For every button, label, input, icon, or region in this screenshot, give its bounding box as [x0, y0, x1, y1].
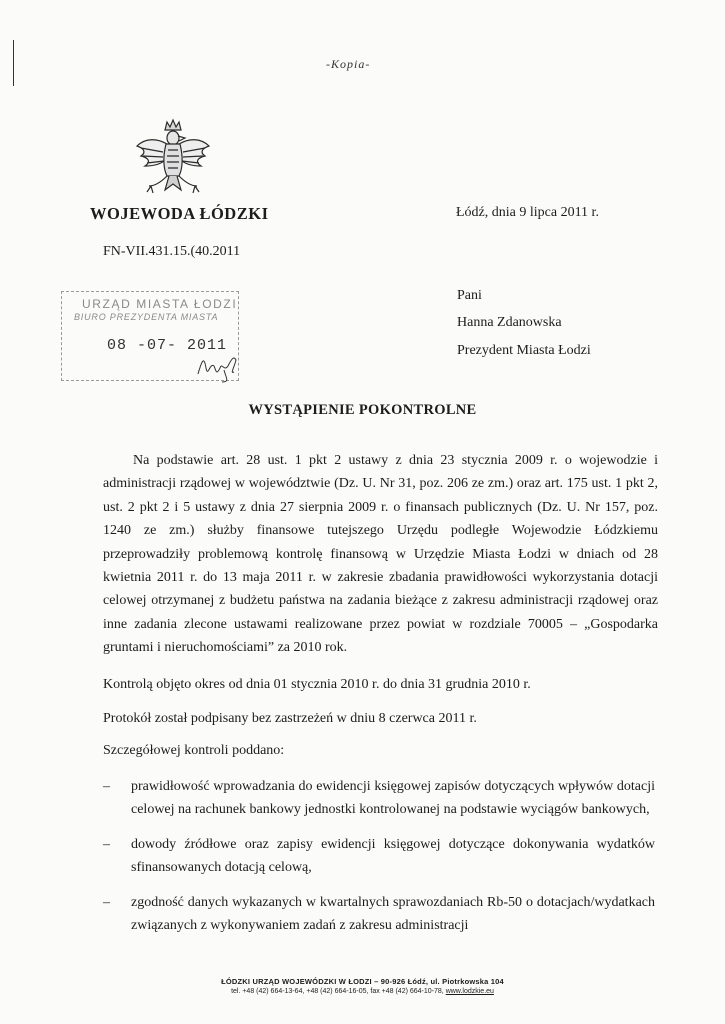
- stamp-line-office: URZĄD MIASTA ŁODZI: [82, 297, 238, 311]
- list-bullet: –: [103, 836, 110, 852]
- list-item: [103, 775, 655, 822]
- footer-address: ŁÓDZKI URZĄD WOJEWÓDZKI W ŁODZI – 90-926 Łódź, ul. Piotrkowska 104: [221, 977, 504, 986]
- list-item: [103, 833, 655, 880]
- document-title: WYSTĄPIENIE POKONTROLNE: [248, 402, 477, 418]
- reference-number: FN-VII.431.15.(40.2011: [103, 244, 241, 259]
- issuing-authority-name: WOJEWODA ŁÓDZKI: [90, 204, 269, 223]
- details-intro-line: Szczegółowej kontroli poddano:: [103, 743, 285, 758]
- footer-contact: [0, 988, 725, 995]
- document-date: Łódź, dnia 9 lipca 2011 r.: [456, 205, 599, 220]
- footer-website-link[interactable]: www.lodzkie.eu: [445, 988, 494, 995]
- copy-mark: -Kopia-: [326, 57, 371, 71]
- recipient-name: Hanna Zdanowska: [457, 315, 562, 330]
- controlled-items-list: [103, 775, 655, 948]
- recipient-salutation: Pani: [457, 288, 482, 303]
- list-bullet: –: [103, 894, 110, 910]
- stamp-line-department: BIURO PREZYDENTA MIASTA: [74, 312, 219, 322]
- handwritten-signature: [194, 348, 244, 384]
- page-footer: [0, 977, 725, 995]
- list-item-text: prawidłowość wprowadzania do ewidencji księgowej zapisów dotyczących wpływów dotacji celowej na rachunek bankowy jednostki kontrolowanej na podstawie wyciągów bankowych,: [131, 779, 655, 818]
- list-item: [103, 891, 655, 938]
- list-item-text: dowody źródłowe oraz zapisy ewidencji księgowej dotyczące dokonywania wydatków sfinansowanych dotacją celową,: [131, 836, 655, 876]
- stamp-date: 08 -07- 2011: [107, 337, 228, 354]
- coat-of-arms-eagle-icon: [133, 116, 213, 204]
- list-bullet: –: [103, 779, 110, 794]
- intro-paragraph: Na podstawie art. 28 ust. 1 pkt 2 ustawy z dnia 23 stycznia 2009 r. o wojewodzie i administracji rządowej w województwie (Dz. U. Nr 31, poz. 206 ze zm.) oraz art. 175 ust. 1 pkt 2, ust. 2 pkt 2 i 5 ustawy z dnia 27 sierpnia 2009 r. o finansach publicznych (Dz. U. Nr 157, poz. 1240 ze zm.) służby finansowe tutejszego Urzędu podległe Wojewodzie Łódzkiemu przeprowadziły problemową kontrolę finansową w Urzędzie Miasta Łodzi w dniach od 28 kwietnia 2011 r. do 13 maja 2011 r. w zakresie zbadania prawidłowości wykorzystania dotacji celowej otrzymanej z budżetu państwa na zadania bieżące z zakresu administracji rządowej oraz inne zadania zlecone ustawami realizowane przez powiat w rozdziale 70005 – „Gospodarka gruntami i nieruchomościami” za 2010 rok.: [103, 453, 658, 656]
- footer-phones: tel. +48 (42) 664-13-64, +48 (42) 664-16-05, fax +48 (42) 664-10-78,: [231, 988, 444, 995]
- control-period-line: Kontrolą objęto okres od dnia 01 stycznia 2010 r. do dnia 31 grudnia 2010 r.: [103, 677, 531, 692]
- list-item-text: zgodność danych wykazanych w kwartalnych sprawozdaniach Rb-50 o dotacjach/wydatkach związanych z wykonywaniem zadań z zakresu administracji: [131, 894, 655, 934]
- protocol-signed-line: Protokół został podpisany bez zastrzeżeń w dniu 8 czerwca 2011 r.: [103, 711, 477, 726]
- receipt-stamp: [61, 291, 239, 381]
- recipient-position: Prezydent Miasta Łodzi: [457, 343, 591, 358]
- scan-edge-mark: [13, 40, 14, 86]
